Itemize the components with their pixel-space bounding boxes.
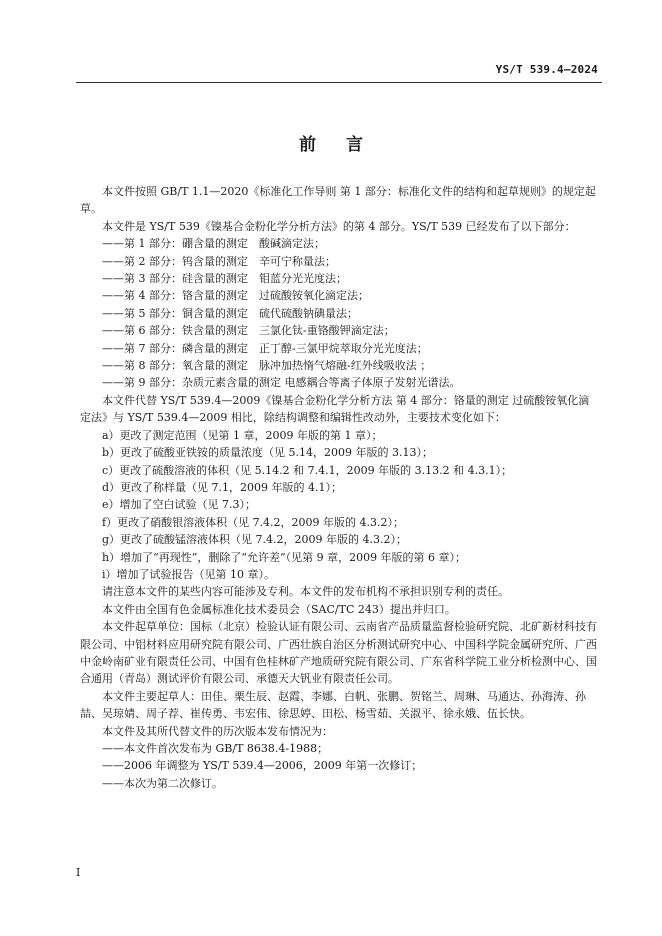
patent-notice: 请注意本文件的某些内容可能涉及专利。本文件的发布机构不承担识别专利的责任。 — [102, 585, 509, 599]
header-divider — [76, 82, 602, 83]
page-title: 前言 — [299, 135, 393, 155]
intro-paragraph: 本文件按照 GB/T 1.1—2020《标准化工作导则 第 1 部分：标准化文件的结构和起草规则》的规定起草。 — [80, 185, 596, 216]
part-list-item: ——第 6 部分：铁含量的测定 三氯化钛-重铬酸钾滴定法； — [102, 324, 395, 338]
history-intro: 本文件及其所代替文件的历次版本发布情况为： — [102, 724, 333, 738]
replacement-paragraph: 本文件代替 YS/T 539.4—2009《镍基合金粉化学分析方法 第 4 部分：铬量的测定 过硫酸铵氧化滴定法》与 YS/T 539.4—2009 相比，除结构调整和编辑性改动外，主要技术变化如下： — [80, 393, 590, 425]
change-list-item: d）更改了称样量（见 7.1，2009 年版的 4.1）； — [102, 480, 343, 494]
drafters-paragraph: 本文件主要起草人：田佳、栗生辰、赵霞、李娜、白帆、张鹏、贺铭兰、周琳、马通达、孙海涛、孙喆、吴琼婧、周子荐、崔传勇、韦宏伟、徐思婷、田松、杨雪茹、关淑平、徐永娥、伍长快。 — [80, 689, 586, 721]
page-number: I — [76, 866, 81, 879]
part-list-item: ——第 2 部分：钨含量的测定 辛可宁称量法； — [102, 254, 336, 268]
change-list-item: e）增加了空白试验（见 7.3）； — [102, 498, 256, 512]
document-body — [80, 183, 600, 792]
drafting-units-paragraph: 本文件起草单位：国标（北京）检验认证有限公司、云南省产品质量监督检验研究院、北矿新材科技有限公司、中铝材料应用研究院有限公司、广西壮族自治区分析测试研究中心、中国科学院金属研究所、广西中金岭南矿业有限责任公司、中国有色桂林矿产地质研究院有限公司、广东省科学院工业分析检测中心、国合通用（青岛）测试评价有限公司、承德天大钒业有限责任公司。 — [80, 620, 597, 686]
change-list-item: c）更改了硫酸溶液的体积（见 5.14.2 和 7.4.1，2009 年版的 3.13.2 和 4.3.1）； — [102, 463, 513, 477]
part-list-item: ——第 8 部分：氧含量的测定 脉冲加热惰气熔融-红外线吸收法 ； — [102, 359, 432, 373]
standard-code: YS/T 539.4—2024 — [495, 63, 598, 76]
change-list-item: a）更改了测定范围（见第 1 章，2009 年版的第 1 章）； — [102, 428, 383, 442]
history-list-item: ——本文件首次发布为 GB/T 8638.4-1988； — [102, 742, 329, 755]
part-list-item: ——第 5 部分：铜含量的测定 硫代硫酸钠碘量法； — [102, 306, 358, 320]
part-list-item: ——第 1 部分：硼含量的测定 酸碱滴定法； — [102, 237, 325, 251]
change-list-item: b）更改了硫酸亚铁铵的质量浓度（见 5.14，2009 年版的 3.13）； — [102, 446, 434, 460]
change-list-item: i）增加了试验报告（见第 10 章）。 — [102, 567, 276, 581]
history-list-item: ——2006 年调整为 YS/T 539.4—2006，2009 年第一次修订； — [102, 759, 423, 773]
committee-paragraph: 本文件由全国有色金属标准化技术委员会（SAC/TC 243）提出并归口。 — [102, 602, 456, 616]
change-list-item: f）更改了硝酸银溶液体积（见 7.4.2，2009 年版的 4.3.2）； — [102, 515, 405, 529]
change-list-item: h）增加了“再现性”，删除了“允许差”（见第 9 章，2009 年版的第 6 章）； — [102, 550, 467, 564]
part-list-item: ——第 3 部分：硅含量的测定 钼蓝分光光度法； — [102, 272, 347, 286]
intro-paragraph: 本文件是 YS/T 539《镍基合金粉化学分析方法》的第 4 部分。YS/T 539 已经发布了以下部分： — [102, 219, 576, 233]
history-list-item: ——本次为第二次修订。 — [102, 776, 223, 790]
part-list-item: ——第 9 部分：杂质元素含量的测定 电感耦合等离子体原子发射光谱法。 — [102, 376, 461, 390]
change-list-item: g）更改了硫酸锰溶液体积（见 7.4.2，2009 年版的 4.3.2）； — [102, 533, 408, 547]
part-list-item: ——第 7 部分：磷含量的测定 正丁醇-三氯甲烷萃取分光光度法； — [102, 341, 428, 355]
part-list-item: ——第 4 部分：铬含量的测定 过硫酸铵氧化滴定法； — [102, 289, 369, 303]
